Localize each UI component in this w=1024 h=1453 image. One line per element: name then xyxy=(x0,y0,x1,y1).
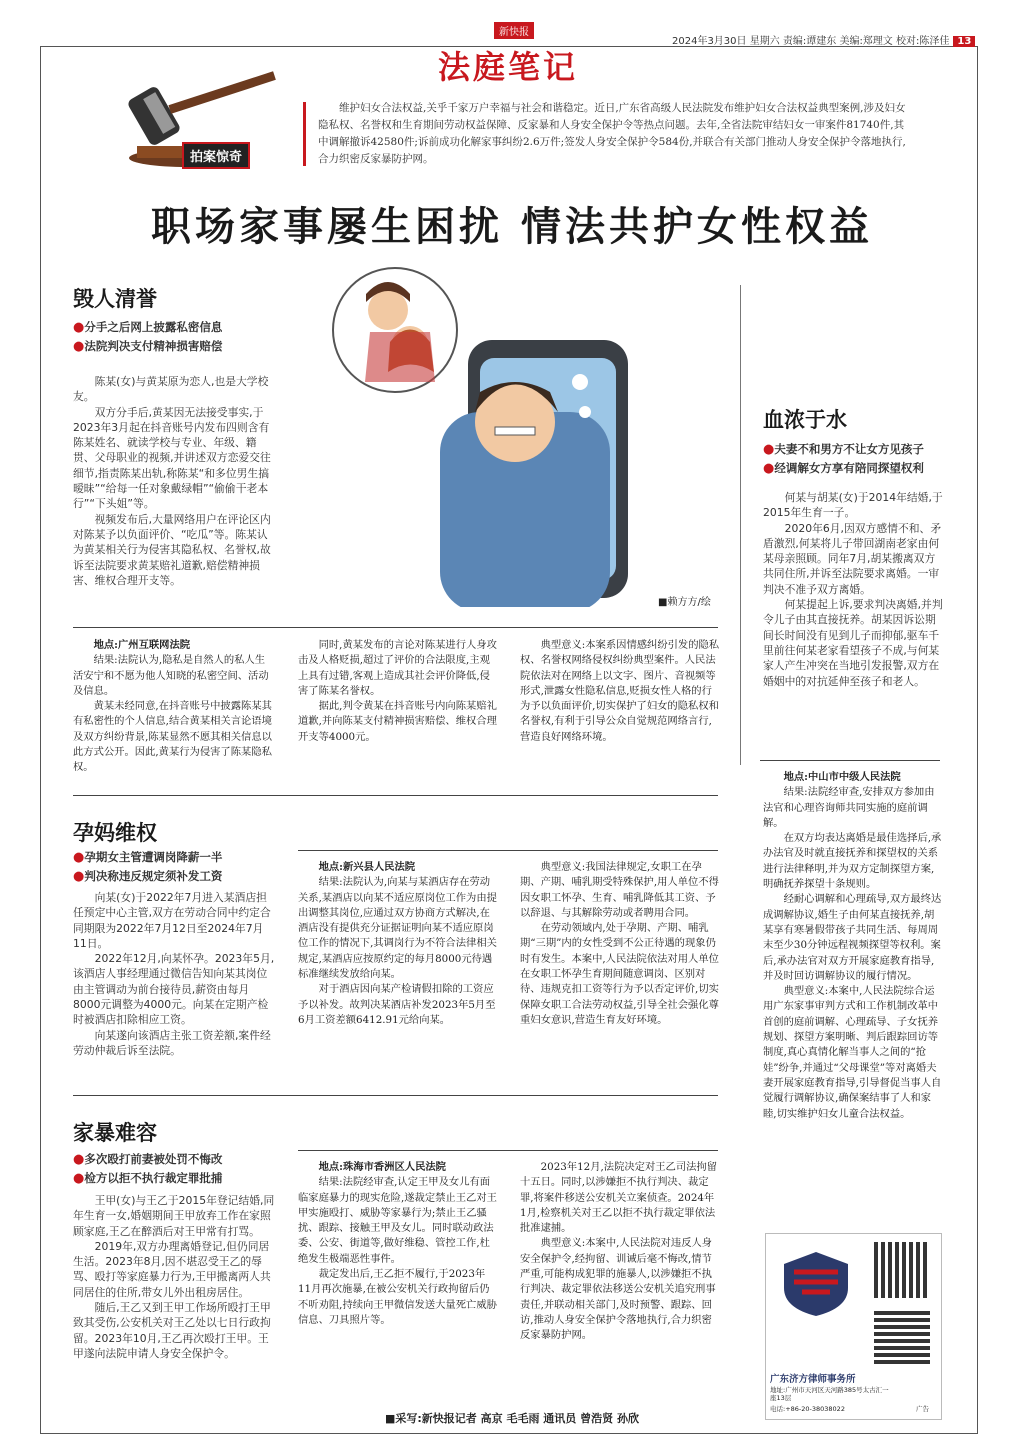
paragraph: 黄某未经同意,在抖音账号中披露陈某其有私密性的个人信息,结合黄某相关言论语境及双方纠纷背景,陈某显然不愿其相关信息以此方式公开。因此,黄某行为侵害了陈某隐私权。 xyxy=(73,700,272,774)
paragraph: 双方分手后,黄某因无法接受事实,于2023年3月起在抖音账号内发布四则含有陈某姓名、就读学校与专业、年级、籍贯、父母职业的视频,并讲述双方恋爱交往细节,指责陈某出轨,称陈某“和多位男生搞暧昧”“给每一任对象戴绿帽”“偷偷干老本行”“下头姐”等。 xyxy=(73,405,271,511)
paragraph: 对于酒店因向某产检请假扣除的工资应予以补发。故判决某酒店补发2023年5月至6月工资差额6412.91元给向某。 xyxy=(298,983,496,1026)
reporter-credits: ■采写:新快报记者 高京 毛毛雨 通讯员 曾浩贤 孙欣 xyxy=(385,1412,639,1425)
case3-subtitles xyxy=(73,1150,313,1188)
paragraph: 随后,王乙又到王甲工作场所殴打王甲致其受伤,公安机关对王乙处以七日行政拘留。2023年10月,王乙再次殴打王甲。王甲遂向法院申请人身安全保护令。 xyxy=(73,1301,271,1360)
paragraph: 同时,黄某发布的言论对陈某进行人身攻击及人格贬损,超过了评价的合法限度,主观上具有过错,客观上造成其社会评价降低,侵害了陈某名誉权。 xyxy=(298,639,497,697)
case3-subtitle: ●多次殴打前妻被处罚不悔改 xyxy=(73,1152,223,1167)
paragraph: 典型意义:本案中,人民法院对违反人身安全保护令,经拘留、训诫后毫不悔改,情节严重,可能构成犯罪的施暴人,以涉嫌拒不执行判决、裁定罪依法移送公安机关追究刑事责任,并联动相关部门,及时预警、跟踪、回访,推动人身安全保护令落地执行,合力织密反家暴防护网。 xyxy=(520,1237,716,1342)
paragraph: 在双方均表达离婚是最佳选择后,承办法官及时就直接抚养和探望权的关系进行法律释明,并为双方定制探望方案,明确抚养探望十条规则。 xyxy=(763,832,942,891)
case4-story xyxy=(763,490,943,689)
case4-subtitle: ●夫妻不和男方不让女方见孩子 xyxy=(763,442,924,457)
section-divider xyxy=(760,760,940,761)
case4-subtitles xyxy=(763,440,953,478)
paragraph: 何某与胡某(女)于2014年结婚,于2015年生育一子。 xyxy=(763,491,943,520)
paragraph: 2020年6月,因双方感情不和、矛盾激烈,何某将儿子带回湖南老家由何某母亲照顾。同年7月,胡某搬离双方共同住所,并诉至法院要求离婚。一审判决不准予双方离婚。 xyxy=(763,521,942,596)
case2-box-col2 xyxy=(520,860,720,1028)
paragraph: 向某遂向该酒店主张工资差额,案件经劳动仲裁后诉至法院。 xyxy=(73,1028,271,1057)
case2-subtitles xyxy=(73,848,313,886)
paragraph: 2022年12月,向某怀孕。2023年5月,该酒店人事经理通过微信告知向某其岗位由主管调动为前台接待员,薪资由每月8000元调整为4000元。向某在定期产检时被酒店扣除相应工资。 xyxy=(73,952,275,1027)
case1-box-col2 xyxy=(298,638,498,745)
paragraph: 在劳动领域内,处于孕期、产期、哺乳期“三期”内的女性受到不公正待遇的现象仍时有发生。本案中,人民法院依法对用人单位在女职工怀孕生育期间随意调岗、区别对待、违规克扣工资等行为予以否定评价,切实保障女职工合法劳动权益,引导全社会强化尊重妇女意识,营造生育友好环境。 xyxy=(520,922,719,1026)
case2-subtitle: ●孕期女主管遭调岗降薪一半 xyxy=(73,850,223,865)
case1-box-line xyxy=(73,627,718,628)
intro-text: 维护妇女合法权益,关乎千家万户幸福与社会和谐稳定。近日,广东省高级人民法院发布维护妇女合法权益典型案例,涉及妇女隐私权、名誉权和生育期间劳动权益保障、反家暴和人身安全保护令等热点问题。去年,全省法院审结妇女一审案件81740件,其中调解撤诉42580件;诉前成功化解家事纠纷2.6万件;签发人身安全保护令584份,并联合有关部门推动人身安全保护令落地执行,合力织密反家暴防护网。 xyxy=(318,102,906,165)
intro-accent-bar xyxy=(303,102,306,166)
date-line xyxy=(672,32,975,47)
paragraph: 结果:法院经审查,安排双方参加由法官和心理咨询师共同实施的庭前调解。 xyxy=(763,786,935,829)
firm-name: 广东济方律师事务所 xyxy=(770,1374,856,1385)
qr-code-icon[interactable] xyxy=(874,1308,930,1364)
paragraph: 据此,判令黄某在抖音账号内向陈某赔礼道歉,并向陈某支付精神损害赔偿、维权合理开支等4000元。 xyxy=(298,700,497,743)
paragraph: 视频发布后,大量网络用户在评论区内对陈某予以负面评价、“吃瓜”等。陈某认为黄某相关行为侵害其隐私权、名誉权,故诉至法院要求黄某赔礼道歉,赔偿精神损害、维权合理开支等。 xyxy=(73,512,271,587)
illustration-credit: ■赖方方/绘 xyxy=(658,597,711,608)
law-firm-ad[interactable] xyxy=(765,1233,942,1420)
location: 地点:中山市中级人民法院 xyxy=(783,771,901,783)
case1-box-col1 xyxy=(73,638,273,776)
paragraph: 典型意义:本案中,人民法院综合运用广东家事审判方式和工作机制改革中首创的庭前调解、心理疏导、子女抚养规划、探望方案明晰、判后跟踪回访等制度,真心真情化解当事人之间的“抢娃”纷争,并通过“父母课堂”等对离婚夫妻开展家庭教育指导,引导督促当事人自觉履行调解协议,确保案结事了人和家睦,切实维护妇女儿童合法权益。 xyxy=(763,985,942,1120)
column-title: 法庭笔记 xyxy=(438,48,579,86)
case-badge: 拍案惊奇 xyxy=(182,142,250,169)
location: 地点:新兴县人民法院 xyxy=(318,861,416,873)
case1-subtitle: ●法院判决支付精神损害赔偿 xyxy=(73,339,223,354)
date-text: 2024年3月30日 星期六 责编:谭建东 美编:郑理文 校对:陈泽佳 xyxy=(672,36,950,47)
case2-box-col1 xyxy=(298,860,498,1028)
paragraph: 结果:法院认为,向某与某酒店存在劳动关系,某酒店以向某不适应原岗位工作为由提出调整其岗位,应通过双方协商方式解决,在酒店没有提供充分证据证明向某不适应原岗位工作的情况下,其调岗行为不符合法律相关规定,某酒店应按原约定的每月8000元待遇标准继续发放给向某。 xyxy=(298,876,497,981)
case3-title: 家暴难容 xyxy=(73,1120,157,1145)
case2-subtitle: ●判决称违反规定须补发工资 xyxy=(73,869,223,884)
case3-story xyxy=(73,1193,275,1361)
case1-title: 毁人清誉 xyxy=(73,286,157,311)
paragraph: 经耐心调解和心理疏导,双方最终达成调解协议,婚生子由何某直接抚养,胡某享有寒暑假带孩子共同生活、每周周末至少30分钟远程视频探望等权利。案后,承办法官对双方开展家庭教育指导,并及时回访调解协议的履行情况。 xyxy=(763,893,942,982)
location: 地点:珠海市香洲区人民法院 xyxy=(318,1161,446,1173)
paragraph: 2023年12月,法院决定对王乙司法拘留十五日。同时,以涉嫌拒不执行判决、裁定罪,将案件移送公安机关立案侦查。2024年1月,检察机关对王乙以拒不执行裁定罪依法批准逮捕。 xyxy=(520,1161,718,1235)
case3-subtitle: ●检方以拒不执行裁定罪批捕 xyxy=(73,1171,223,1186)
column-divider xyxy=(740,285,741,765)
qr-code-icon[interactable] xyxy=(874,1242,930,1298)
ad-label: 广告 xyxy=(916,1405,929,1413)
paragraph: 向某(女)于2022年7月进入某酒店担任预定中心主管,双方在劳动合同中约定合同期限为2022年7月12日至2024年7月11日。 xyxy=(73,891,271,950)
case2-story xyxy=(73,890,275,1058)
page-number: 13 xyxy=(953,36,975,47)
case1-end-line xyxy=(73,795,718,796)
case4-title: 血浓于水 xyxy=(763,407,847,432)
firm-logo-icon xyxy=(780,1248,852,1318)
case2-box-line xyxy=(298,850,718,851)
location: 地点:广州互联网法院 xyxy=(93,639,191,651)
case3-box-line xyxy=(298,1150,718,1151)
paragraph: 结果:法院经审查,认定王甲及女儿有面临家庭暴力的现实危险,遂裁定禁止王乙对王甲实施殴打、威胁等家暴行为;禁止王乙骚扰、跟踪、接触王甲及女儿。同时联动政法委、公安、街道等,做好维稳、管控工作,杜绝发生极端恶性事件。 xyxy=(298,1176,497,1265)
paragraph: 裁定发出后,王乙拒不履行,于2023年11月再次施暴,在被公安机关行政拘留后仍不听劝阻,持续向王甲微信发送大量死亡威胁信息、刀具照片等。 xyxy=(298,1268,497,1326)
case1-box-col3 xyxy=(520,638,720,745)
case1-subtitles xyxy=(73,318,313,356)
firm-phone: 电话:+86-20-38038022 xyxy=(770,1405,845,1413)
case1-subtitle: ●分手之后网上披露私密信息 xyxy=(73,320,223,335)
illustration xyxy=(330,262,670,607)
paragraph: 典型意义:我国法律规定,女职工在孕期、产期、哺乳期受特殊保护,用人单位不得因女职工怀孕、生育、哺乳降低其工资、予以辞退、与其解除劳动或者聘用合同。 xyxy=(520,861,719,919)
paragraph: 典型意义:本案系因情感纠纷引发的隐私权、名誉权网络侵权纠纷典型案件。人民法院依法对在网络上以文字、图片、音视频等形式,泄露女性隐私信息,贬损女性人格的行为予以负面评价,切实保护了妇女的隐私权和名誉权,有利于引导公众自觉规范网络言行,营造良好网络环境。 xyxy=(520,639,720,743)
case4-box xyxy=(763,770,943,1122)
paragraph: 何某提起上诉,要求判决离婚,并判令儿子由其直接抚养。胡某因诉讼期间长时间没有见到儿子而抑郁,驱车千里前往何某老家看望孩子不成,与何某家人产生冲突在当地引发报警,双方在婚姻中的对抗延伸至孩子和老人。 xyxy=(763,598,943,688)
paper-tag: 新快报 xyxy=(494,22,534,39)
paragraph: 陈某(女)与黄某原为恋人,也是大学校友。 xyxy=(73,375,269,404)
case3-box-col2 xyxy=(520,1160,720,1344)
case3-box-col1 xyxy=(298,1160,498,1328)
case2-end-line xyxy=(73,1095,718,1096)
main-headline: 职场家事屡生困扰 情法共护女性权益 xyxy=(151,203,873,250)
case1-story xyxy=(73,374,275,588)
paragraph: 结果:法院认为,隐私是自然人的私人生活安宁和不愿为他人知晓的私密空间、活动及信息。 xyxy=(73,654,269,697)
case4-subtitle: ●经调解女方享有陪同探望权利 xyxy=(763,461,924,476)
case2-title: 孕妈维权 xyxy=(73,820,157,845)
paragraph: 王甲(女)与王乙于2015年登记结婚,同年生育一女,婚姻期间王甲放弃工作在家照顾家庭,王乙在醉酒后对王甲常有打骂。 xyxy=(73,1194,275,1238)
paragraph: 2019年,双方办理离婚登记,但仍同居生活。2023年8月,因不堪忍受王乙的辱骂、殴打等家庭暴力行为,王甲搬离两人共同居住的住所,带女儿外出租房居住。 xyxy=(73,1239,271,1299)
firm-address: 地址:广州市天河区天河路385号太古汇一座13层 xyxy=(770,1386,889,1402)
